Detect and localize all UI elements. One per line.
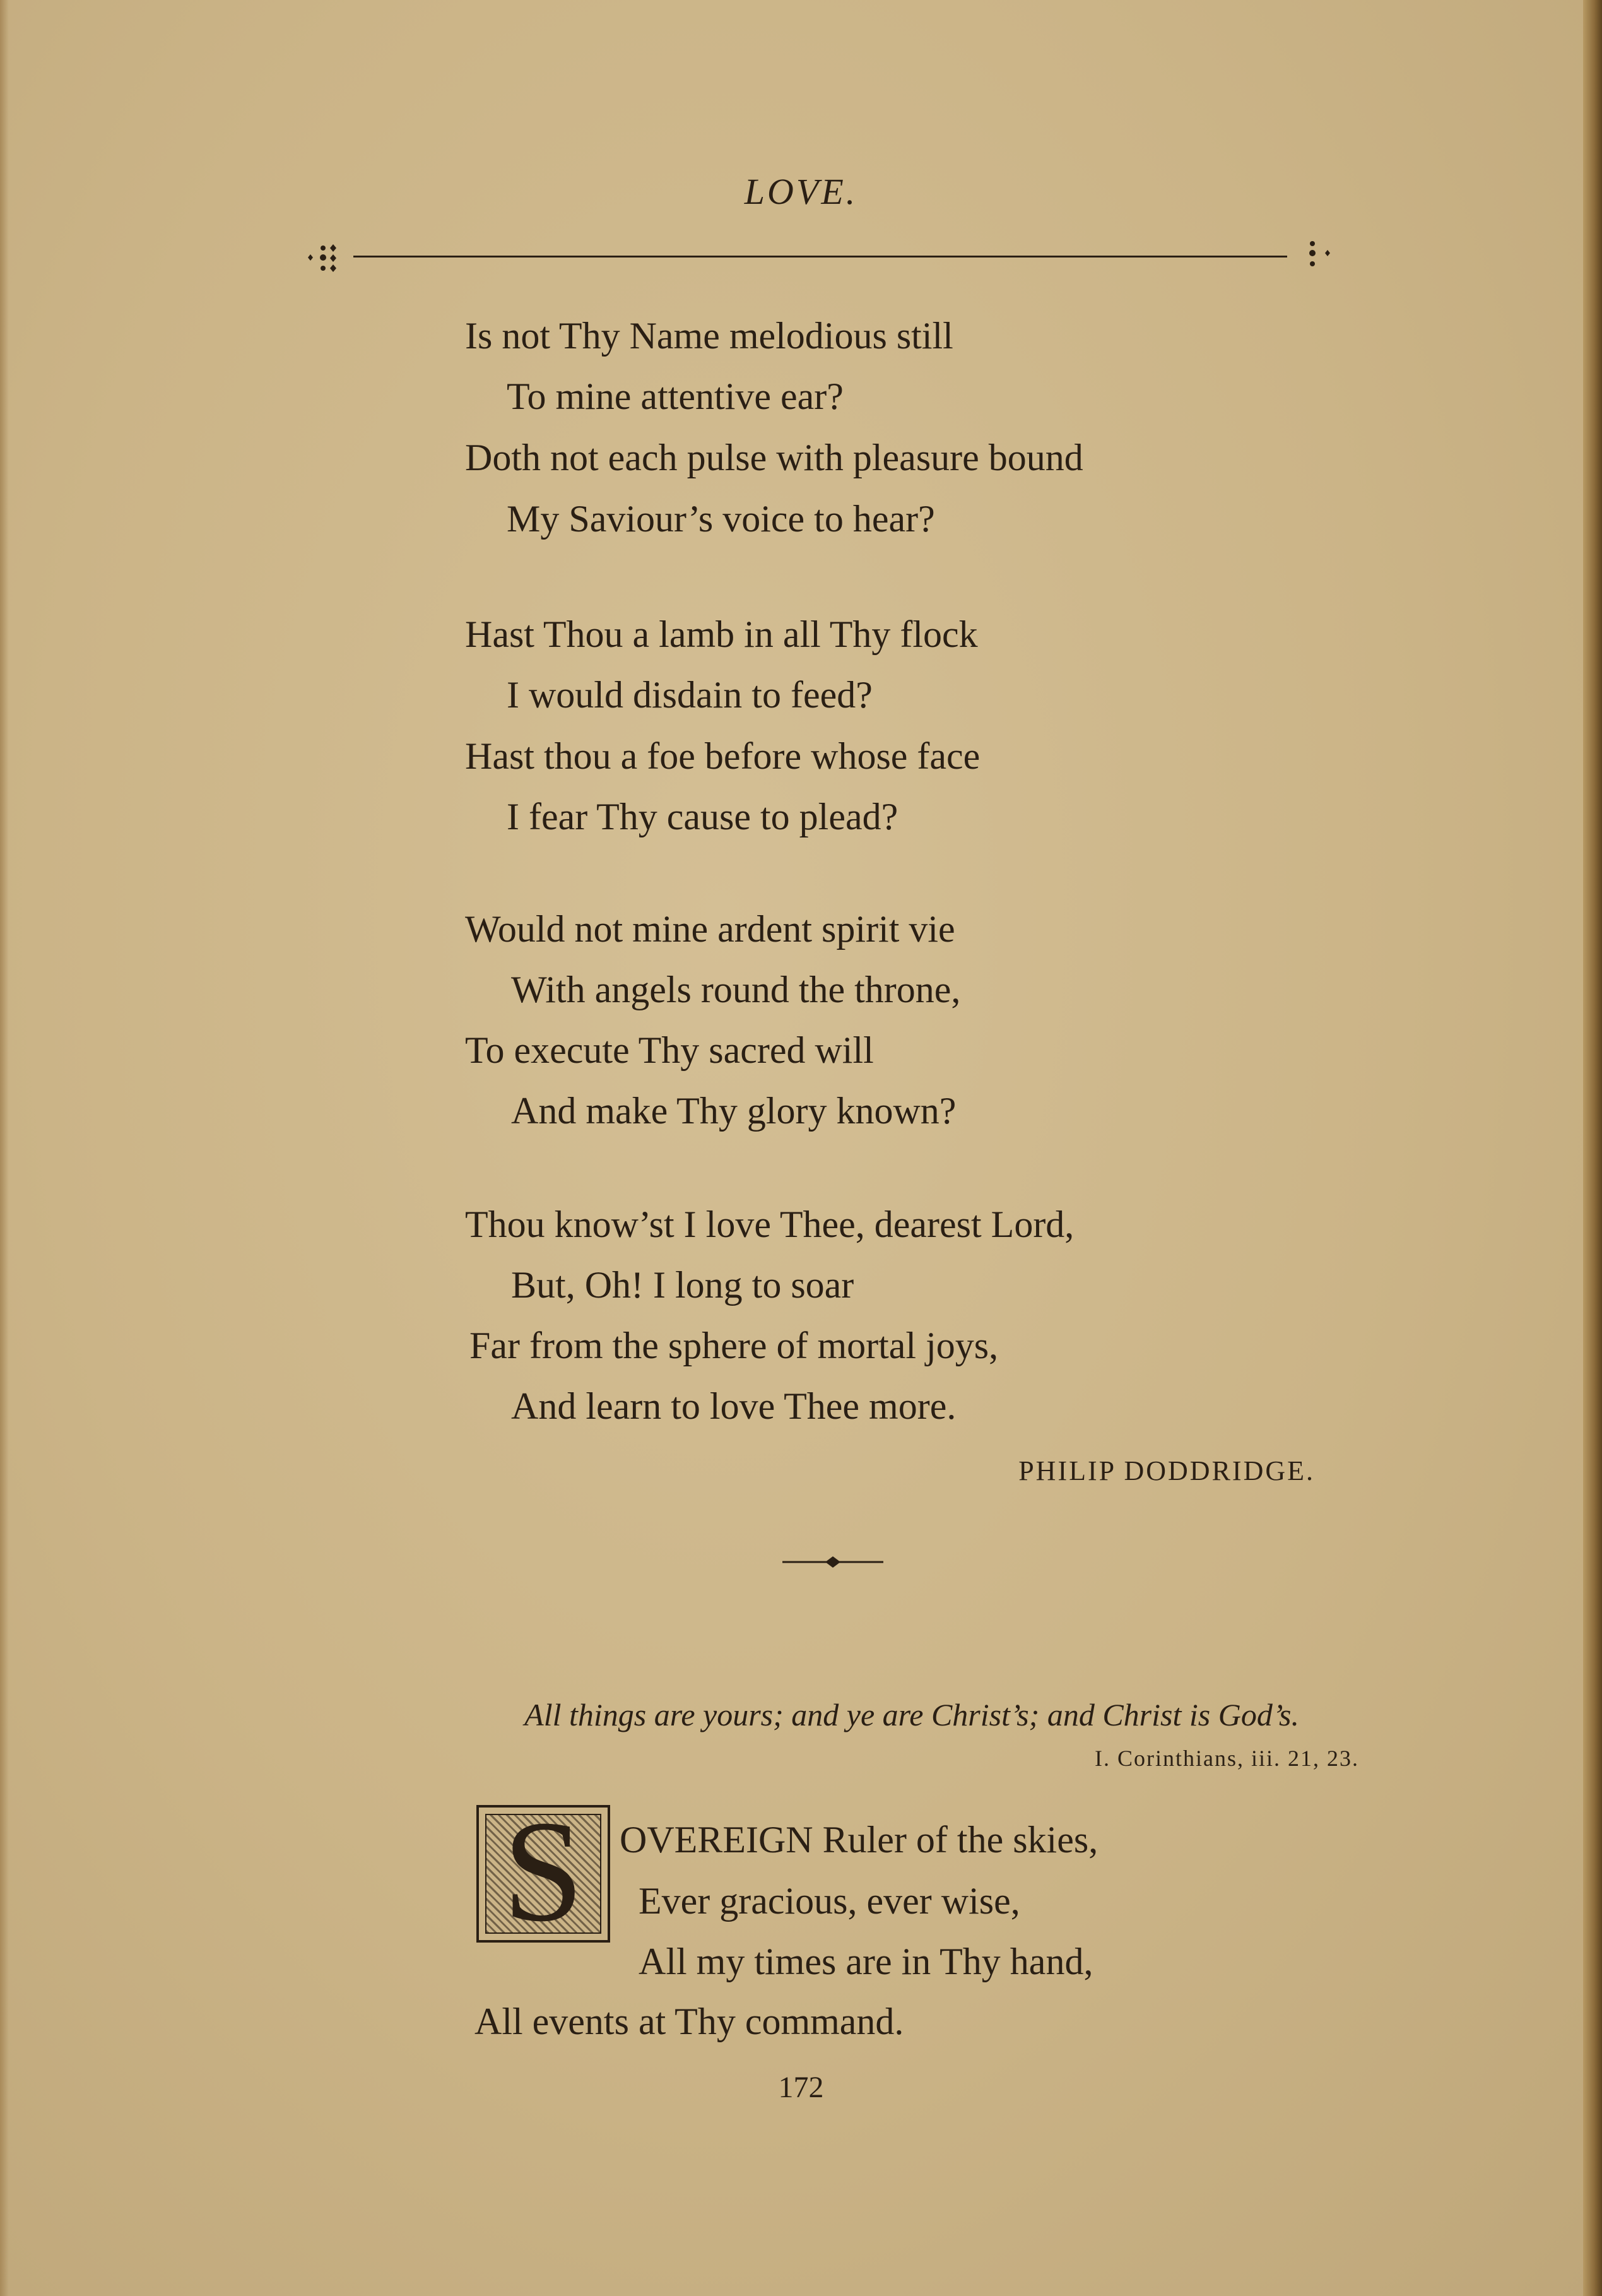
poem-line: Ever gracious, ever wise, <box>639 1880 1020 1922</box>
poem-line: And make Thy glory known? <box>511 1090 957 1132</box>
poem-line: To execute Thy sacred will <box>465 1029 874 1071</box>
poem-line: I fear Thy cause to plead? <box>507 796 898 837</box>
page-right-edge <box>1583 0 1602 2296</box>
poem-line: Hast Thou a lamb in all Thy flock <box>465 613 978 655</box>
poem-line: All my times are in Thy hand, <box>639 1941 1093 1982</box>
poem-line: Doth not each pulse with pleasure bound <box>465 437 1083 478</box>
heading-rule <box>353 256 1287 257</box>
poem-line: But, Oh! I long to soar <box>511 1264 854 1306</box>
poem-line: All events at Thy command. <box>474 2001 904 2042</box>
poem-line: To mine attentive ear? <box>507 376 844 417</box>
epigraph: All things are yours; and ye are Christ’s; and Christ is God’s. <box>524 1697 1299 1732</box>
poem-line: And learn to love Thee more. <box>511 1385 957 1427</box>
drop-cap-letter: S <box>503 1790 584 1951</box>
right-rule-ornament <box>1293 239 1344 279</box>
poem-line: Thou know’st I love Thee, dearest Lord, <box>465 1204 1075 1245</box>
poem-line: With angels round the throne, <box>511 969 961 1010</box>
left-rule-ornament <box>304 243 342 283</box>
poem-line: Is not Thy Name melodious still <box>465 315 953 357</box>
drop-cap <box>476 1790 610 1951</box>
running-heading: LOVE. <box>744 171 858 212</box>
poem-line: Hast thou a foe before whose face <box>465 735 981 777</box>
diamond-ornament-icon <box>1293 239 1344 276</box>
poem-line: OVEREIGN Ruler of the skies, <box>620 1819 1098 1861</box>
scripture-reference: I. Corinthians, iii. 21, 23. <box>1095 1746 1359 1771</box>
poem-author: PHILIP DODDRIDGE. <box>1018 1455 1315 1486</box>
poem-line: Would not mine ardent spirit vie <box>465 908 955 950</box>
page-number: 172 <box>778 2071 824 2104</box>
page-left-edge <box>0 0 9 2296</box>
poem-line: My Saviour’s voice to hear? <box>507 498 935 540</box>
poem-line: I would disdain to feed? <box>507 674 873 716</box>
section-divider-icon <box>782 1554 883 1570</box>
diamond-ornament-icon <box>304 243 342 281</box>
poem-line: Far from the sphere of mortal joys, <box>469 1325 999 1366</box>
